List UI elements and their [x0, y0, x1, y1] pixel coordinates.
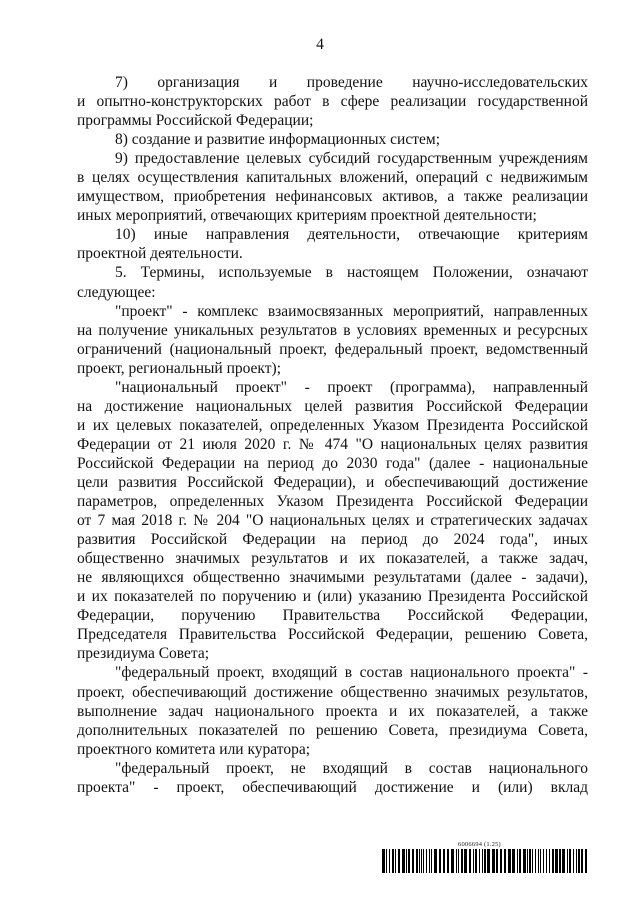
document-body: [77, 73, 588, 797]
text-line: 8) создание и развитие информационных систем;: [115, 131, 441, 149]
text-line: следующее:: [77, 283, 156, 301]
text-line: на достижение национальных целей развития Российской Федерации: [77, 397, 588, 415]
page-number: 4: [316, 36, 324, 53]
text-line: дополнительных показателей по решению Совета, президиума Совета,: [77, 721, 588, 739]
text-line: не являющихся общественно значимыми результатами (далее - задачи),: [77, 569, 588, 587]
text-line: 10) иные направления деятельности, отвечающие критериям: [115, 226, 588, 244]
text-line: Федерации от 21 июля 2020 г. № 474 "О национальных целях развития: [77, 435, 588, 453]
text-line: развития Российской Федерации на период до 2024 года", иных: [77, 531, 588, 549]
text-line: Федерации, поручению Правительства Российской Федерации,: [77, 607, 588, 625]
text-line: "федеральный проект, не входящий в состав национального: [115, 759, 588, 777]
text-line: 7) организация и проведение научно-исследовательских: [115, 74, 588, 91]
text-line: в целях осуществления капитальных вложений, операций с недвижимым: [77, 169, 588, 187]
text-line: проектного комитета или куратора;: [77, 740, 311, 758]
text-line: Российской Федерации на период до 2030 года" (далее - национальные: [77, 454, 588, 472]
text-line: имуществом, приобретения нефинансовых активов, а также реализации: [77, 188, 588, 206]
text-line: проектной деятельности.: [77, 245, 243, 263]
text-line: иных мероприятий, отвечающих критериям проектной деятельности;: [77, 207, 537, 225]
text-line: "национальный проект" - проект (программа), направленный: [115, 378, 588, 396]
text-line: проект, обеспечивающий достижение общественно значимых результатов,: [77, 683, 588, 701]
text-line: проекта" - проект, обеспечивающий достижение и (или) вклад: [77, 778, 588, 796]
text-line: от 7 мая 2018 г. № 204 "О национальных целях и стратегических задачах: [77, 512, 588, 530]
text-line: и опытно-конструкторских работ в сфере реализации государственной: [77, 93, 588, 111]
text-line: Председателя Правительства Российской Федерации, решению Совета,: [77, 626, 588, 644]
text-line: и их целевых показателей, определенных Указом Президента Российской: [77, 416, 588, 434]
text-line: программы Российской Федерации;: [77, 112, 314, 130]
text-line: "федеральный проект, входящий в состав национального проекта" -: [115, 664, 588, 682]
text-line: президиума Совета;: [77, 645, 210, 663]
text-line: и их показателей по поручению и (или) указанию Президента Российской: [77, 588, 588, 606]
text-line: на получение уникальных результатов в условиях временных и ресурсных: [77, 321, 588, 339]
text-line: выполнение задач национального проекта и их показателей, а также: [77, 702, 588, 720]
text-line: параметров, определенных Указом Президента Российской Федерации: [77, 493, 588, 511]
text-line: проект, региональный проект);: [77, 359, 282, 377]
document-code: 6006694 (1.25): [458, 841, 501, 848]
barcode-icon: [382, 849, 588, 873]
text-line: общественно значимых результатов и их показателей, а также задач,: [77, 550, 588, 568]
text-line: цели развития Российской Федерации), и обеспечивающий достижение: [77, 473, 588, 491]
text-line: "проект" - комплекс взаимосвязанных мероприятий, направленных: [115, 302, 588, 320]
text-line: ограничений (национальный проект, федеральный проект, ведомственный: [77, 340, 588, 358]
text-line: 5. Термины, используемые в настоящем Положении, означают: [115, 264, 588, 282]
text-line: 9) предоставление целевых субсидий государственным учреждениям: [115, 150, 588, 168]
